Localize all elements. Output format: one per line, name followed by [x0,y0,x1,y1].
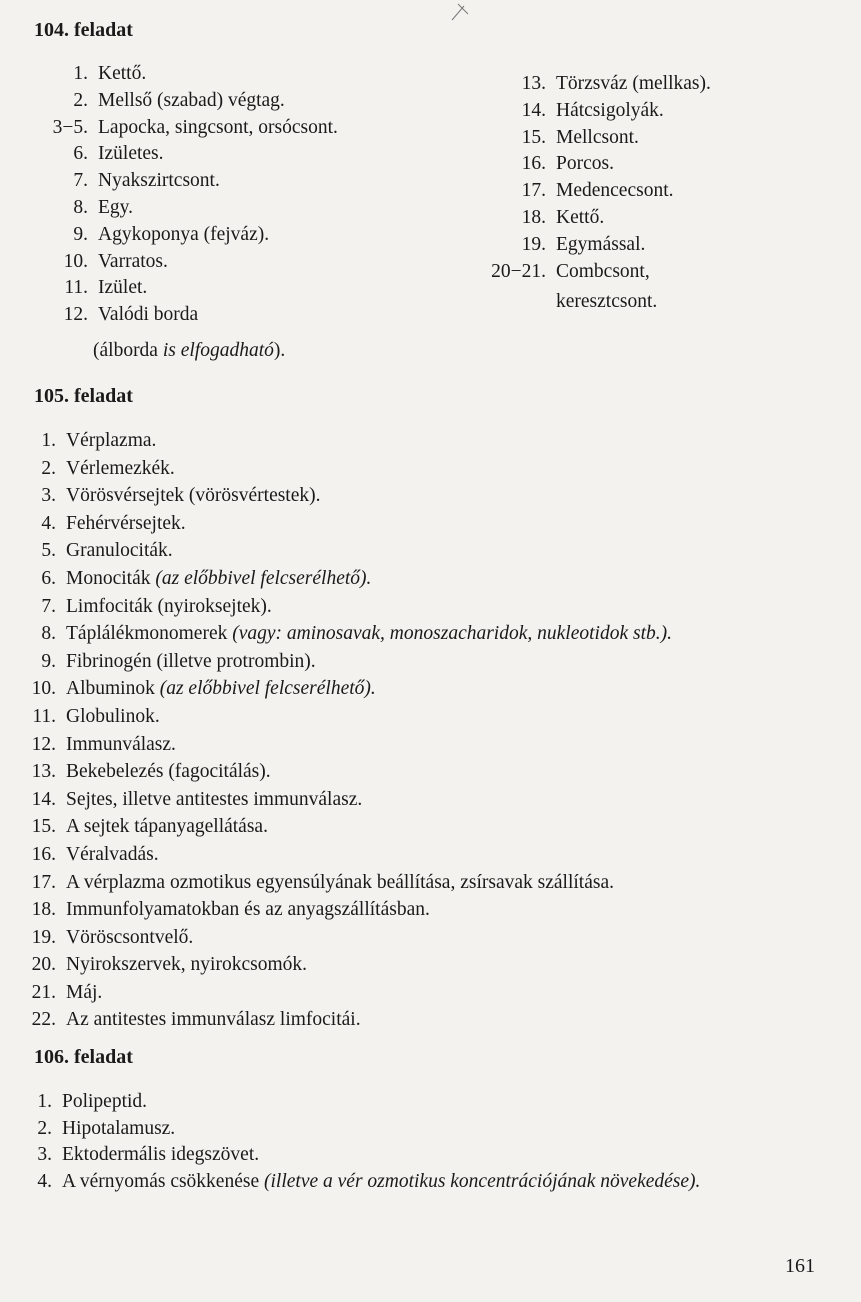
item-number: 14. [31,788,56,810]
item-number: 19. [521,233,546,255]
task-104-item12-cont: (álborda is elfogadható). [93,340,286,361]
item-text: Bekebelezés (fagocitálás). [66,761,271,783]
item-number: 4. [41,512,56,534]
item-text: Ektodermális idegszövet. [62,1144,260,1165]
item-number: 8. [41,623,56,645]
list-item [73,222,338,249]
list-item [41,565,672,593]
item-text: Agykoponya (fejváz). [98,223,270,245]
list-item [491,259,711,286]
list-item [41,593,672,621]
list-item [37,1142,700,1169]
list-item [64,275,338,302]
item-text: Egymással. [556,233,646,255]
list-item [521,205,711,232]
item-number: 8. [73,196,88,218]
list-item [41,510,672,538]
item-number: 2. [73,89,88,111]
item-text: Porcos. [556,153,614,175]
list-item [41,648,672,676]
list-item [73,195,338,222]
item-text: Izület. [98,277,148,299]
item-number: 3. [41,485,56,507]
item-text: Véralvadás. [66,843,159,865]
list-item [37,1116,700,1143]
list-item [31,675,672,703]
pen-mark [450,0,472,22]
item-text: Albuminok [66,678,160,700]
item-note: (az előbbivel felcserélhető). [155,567,372,589]
item-text: Hipotalamusz. [62,1117,176,1139]
item-text: Hátcsigolyák. [556,99,664,121]
list-item [521,232,711,259]
item-number: 16. [521,153,546,175]
item-number: 10. [63,250,88,272]
item-number: 11. [64,277,88,299]
task-104-col1 [52,61,338,329]
item-text: Globulinok. [66,705,160,727]
item-text: A vérplazma ozmotikus egyensúlyának beállítása, zsírsavak szállítása. [66,871,614,893]
list-item [521,71,711,98]
item-number: 12. [31,733,56,755]
item-text: A vérnyomás csökkenése [62,1170,264,1192]
task-106-heading: 106. feladat [34,1046,133,1068]
item-number: 2. [37,1117,52,1139]
list-item [521,151,711,178]
item-number: 3−5. [52,116,88,138]
list-item [37,1089,700,1116]
item-number: 17. [31,871,56,893]
item-number: 19. [31,926,56,948]
item-text: Vérlemezkék. [66,457,175,479]
item-number: 15. [521,126,546,148]
list-item [41,537,672,565]
list-item [73,88,338,115]
task-105-list [31,427,672,1034]
item-number: 18. [521,206,546,228]
item-number: 4. [37,1170,52,1192]
item-number: 11. [32,705,56,727]
list-item [521,125,711,152]
item-number: 20−21. [491,260,546,282]
item-note: (az előbbivel felcserélhető). [159,678,376,700]
list-item [73,61,338,88]
item-text: Fibrinogén (illetve protrombin). [66,650,316,672]
item-text: Táplálékmonomerek [66,623,233,645]
list-item [63,249,338,276]
item-text: Polipeptid. [62,1091,148,1112]
item-number: 15. [31,816,56,838]
item-number: 1. [37,1091,52,1112]
item-number: 5. [41,540,56,562]
task-106-list [37,1089,701,1195]
list-item [41,427,672,455]
item-text: Varratos. [98,250,168,272]
item-text: Monociták [66,567,156,589]
item-text: A sejtek tápanyagellátása. [66,816,268,838]
item-note: (illetve a vér ozmotikus koncentrációjának növekedése). [264,1170,701,1192]
item-number: 12. [63,304,88,326]
item-number: 20. [31,954,56,976]
item-number: 3. [37,1144,52,1165]
list-item [73,141,338,168]
item-text: Mellcsont. [556,126,639,148]
list-item [31,979,672,1007]
list-item [31,731,672,759]
item-text: Nyirokszervek, nyirokcsomók. [66,954,307,976]
item-text: Kettő. [556,206,605,228]
list-item [31,786,672,814]
item-text: Fehérvérsejtek. [66,512,186,534]
item-number: 16. [31,843,56,865]
item-text: Máj. [66,981,103,1003]
item-text: Lapocka, singcsont, orsócsont. [98,116,338,138]
item-number: 1. [73,63,88,84]
list-item [521,98,711,125]
list-item [31,813,672,841]
item-number: 7. [41,595,56,617]
list-item [41,620,672,648]
task-104-heading: 104. feladat [34,19,133,41]
page-number: 161 [785,1255,815,1277]
item-text: Törzsváz (mellkas). [556,73,711,94]
item-text: Vöröscsontvelő. [66,926,194,948]
item-text: Az antitestes immunválasz limfocitái. [66,1009,361,1031]
item-number: 13. [31,761,56,783]
task-104-col2 [491,71,711,285]
item-text: Immunválasz. [66,733,176,755]
item-number: 1. [41,430,56,451]
list-item [41,455,672,483]
item-text: Izületes. [98,143,164,165]
item-number: 9. [73,223,88,245]
list-item [32,703,672,731]
item-text: Vörösvérsejtek (vörösvértestek). [66,485,321,507]
task-104-item2021-cont: keresztcsont. [556,291,658,312]
item-number: 13. [521,73,546,94]
item-text: Sejtes, illetve antitestes immunválasz. [66,788,363,810]
list-item [31,841,672,869]
list-item [52,115,338,142]
item-number: 6. [73,143,88,165]
item-text: Granulociták. [66,540,173,562]
item-number: 17. [521,180,546,202]
list-item [73,168,338,195]
item-number: 9. [41,650,56,672]
list-item [41,482,672,510]
item-text: Egy. [98,196,134,218]
item-number: 10. [31,678,56,700]
item-text: Combcsont, [556,260,650,282]
item-text: Mellső (szabad) végtag. [98,89,285,111]
item-text: Medencecsont. [556,180,674,202]
item-text: Limfociták (nyiroksejtek). [66,595,272,617]
item-number: 14. [521,99,546,121]
list-item [31,951,672,979]
list-item [31,1006,672,1034]
item-number: 22. [31,1009,56,1031]
list-item [521,178,711,205]
item-text: Immunfolyamatokban és az anyagszállításban. [66,899,430,921]
list-item [31,869,672,897]
item-number: 7. [73,170,88,192]
item-text: Kettő. [98,63,147,84]
item-number: 18. [31,899,56,921]
item-note: (vagy: aminosavak, monoszacharidok, nukleotidok stb.). [232,623,672,645]
list-item [31,758,672,786]
item-number: 2. [41,457,56,479]
item-text: Vérplazma. [66,430,157,451]
list-item [31,924,672,952]
task-105-heading: 105. feladat [34,385,133,407]
list-item [37,1169,701,1196]
item-text: Nyakszirtcsont. [98,170,220,192]
list-item [63,302,338,329]
item-number: 21. [31,981,56,1003]
list-item [31,896,672,924]
item-number: 6. [41,567,56,589]
item-text: Valódi borda [98,304,199,326]
